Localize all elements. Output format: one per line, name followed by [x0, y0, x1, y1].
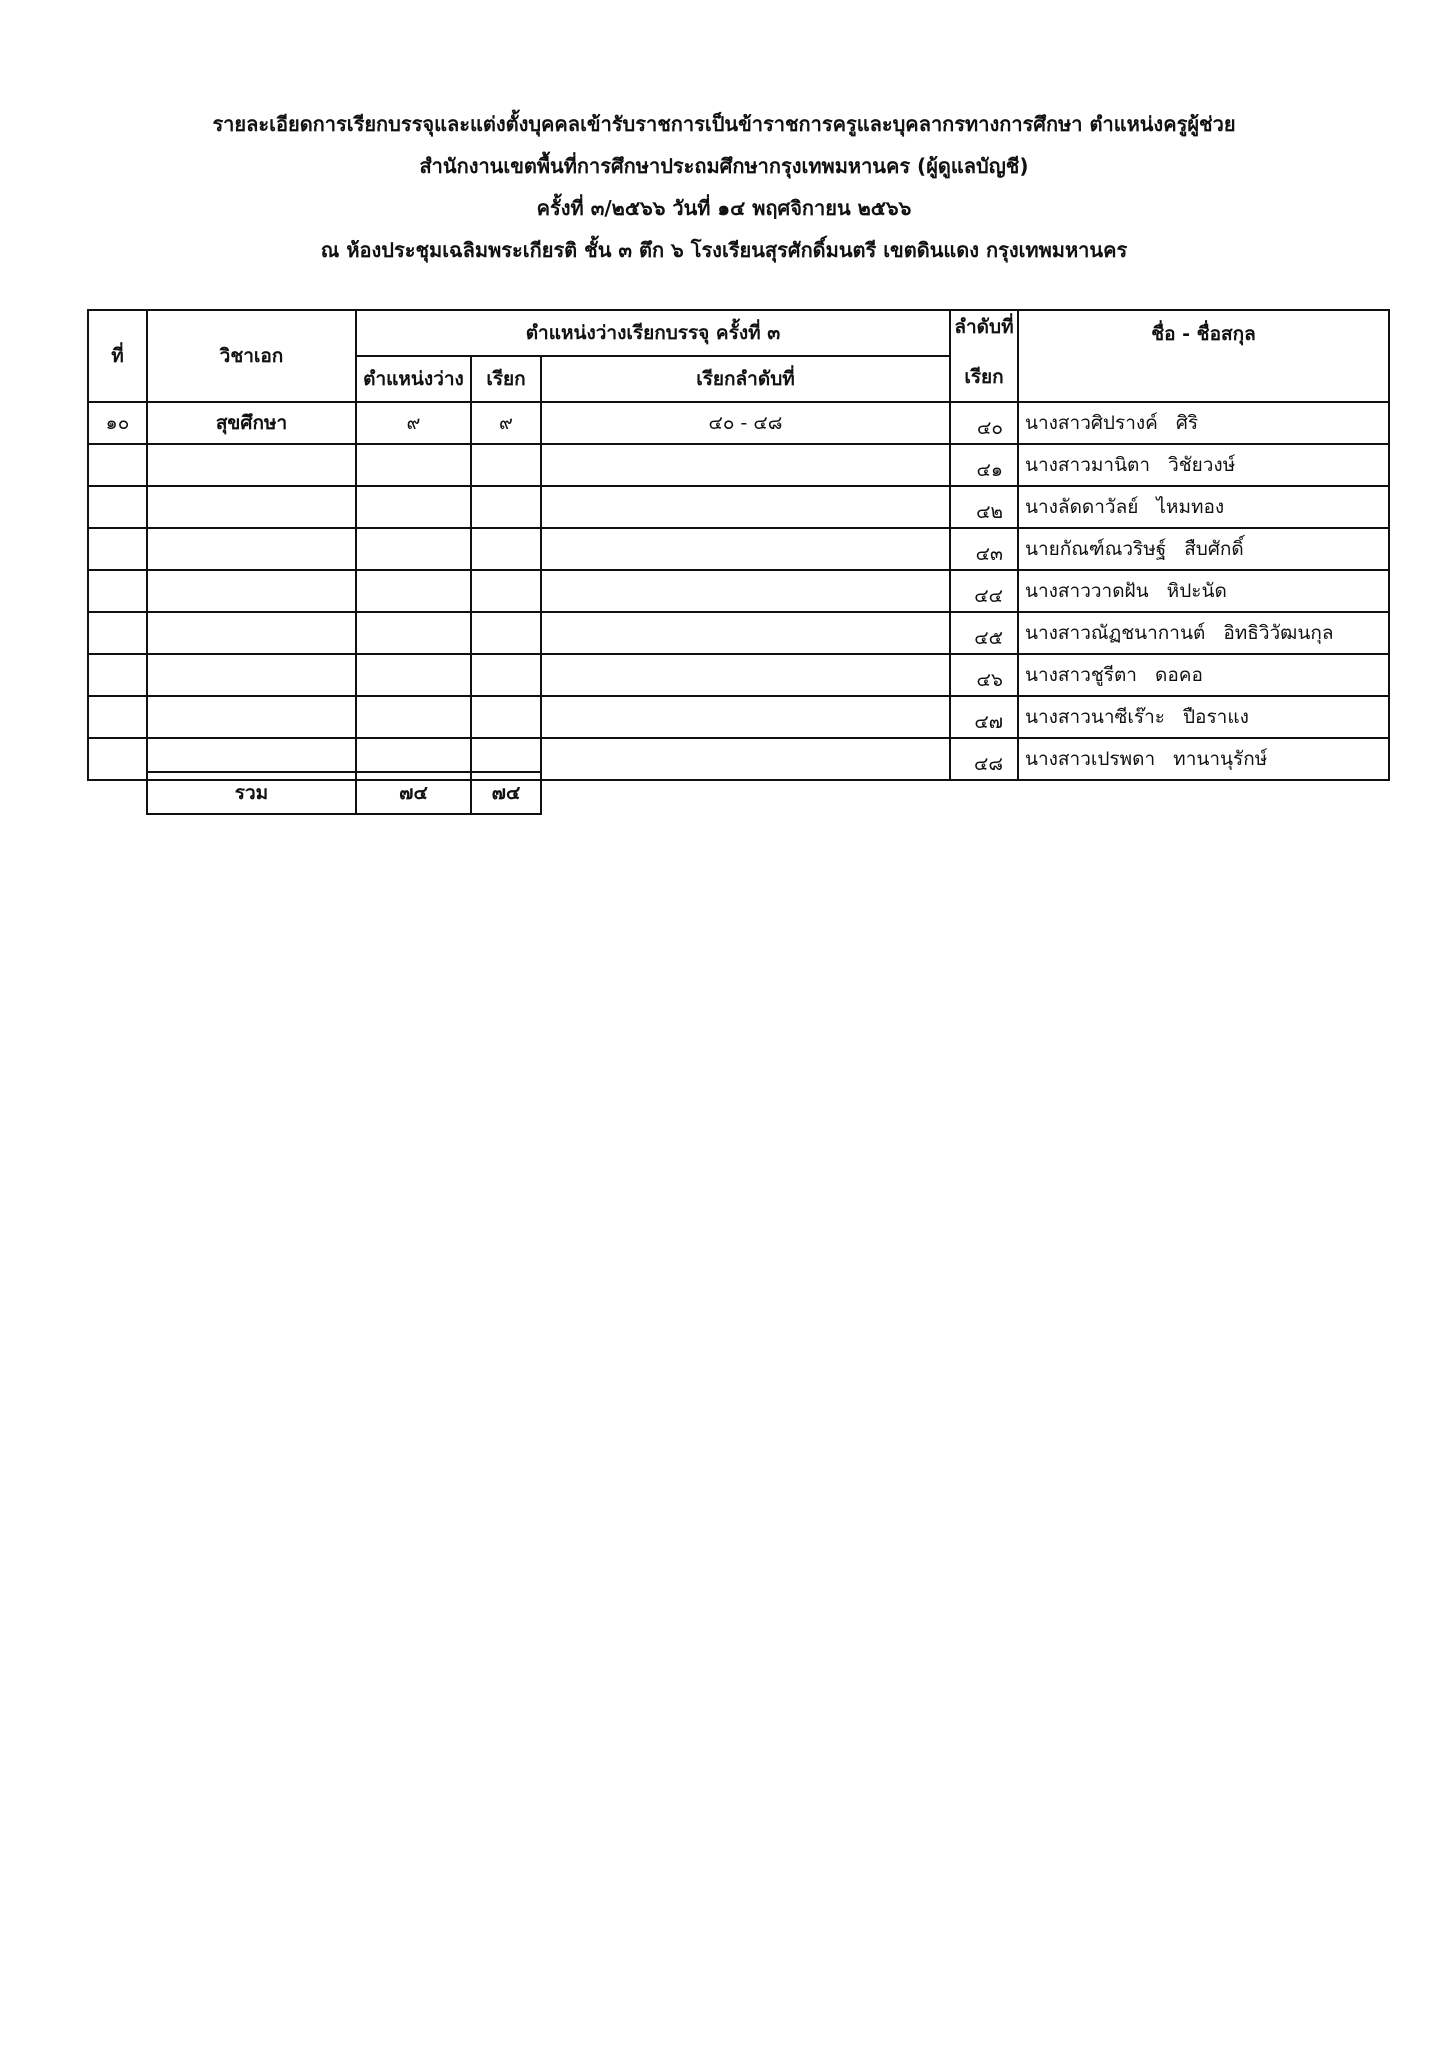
row-call-range	[541, 654, 950, 696]
last-name: ดอคอ	[1154, 664, 1203, 686]
row-subject	[147, 570, 356, 612]
column-header-vacant: ตำแหน่งว่าง	[356, 356, 471, 402]
row-call-range	[541, 696, 950, 738]
row-no	[88, 738, 147, 780]
row-vacant	[356, 654, 471, 696]
row-no	[88, 528, 147, 570]
row-rank: ๔๓	[950, 528, 1018, 570]
table-row	[88, 528, 1389, 570]
row-call-range	[541, 738, 950, 780]
row-call-range	[541, 444, 950, 486]
row-call	[471, 528, 541, 570]
column-header-name: ชื่อ - ชื่อสกุล	[1018, 310, 1389, 402]
row-rank: ๔๘	[950, 738, 1018, 780]
row-call	[471, 444, 541, 486]
first-name: นางสาวศิปรางค์	[1025, 412, 1158, 434]
row-vacant	[356, 486, 471, 528]
table-row	[88, 444, 1389, 486]
row-name	[1018, 738, 1389, 780]
row-name	[1018, 612, 1389, 654]
last-name: สืบศักดิ์	[1184, 538, 1244, 560]
first-name: นางสาวนาซีเร๊าะ	[1025, 706, 1165, 728]
row-vacant	[356, 696, 471, 738]
row-no	[88, 570, 147, 612]
last-name: วิชัยวงษ์	[1168, 454, 1236, 476]
table-row	[88, 696, 1389, 738]
last-name: ปือราแง	[1183, 706, 1249, 728]
last-name: ทานานุรักษ์	[1173, 748, 1268, 770]
row-name	[1018, 486, 1389, 528]
recruitment-table	[87, 309, 1390, 781]
table-row	[88, 486, 1389, 528]
column-header-rank-line1: ลำดับที่	[954, 316, 1014, 338]
row-name	[1018, 444, 1389, 486]
row-subject	[147, 486, 356, 528]
row-name	[1018, 402, 1389, 444]
row-call	[471, 486, 541, 528]
column-header-rank-line2: เรียก	[964, 366, 1004, 388]
row-vacant: ๙	[356, 402, 471, 444]
row-call	[471, 612, 541, 654]
last-name: ไหมทอง	[1156, 496, 1225, 518]
row-rank: ๔๖	[950, 654, 1018, 696]
row-name	[1018, 528, 1389, 570]
row-subject	[147, 654, 356, 696]
row-call-range	[541, 612, 950, 654]
row-call	[471, 696, 541, 738]
column-header-subject: วิชาเอก	[147, 310, 356, 402]
first-name: นางสาววาดฝัน	[1025, 580, 1149, 602]
row-rank: ๔๑	[950, 444, 1018, 486]
row-name	[1018, 696, 1389, 738]
office-name: สำนักงานเขตพื้นที่การศึกษาประถมศึกษากรุงเทพมหานคร (ผู้ดูแลบัญชี)	[419, 154, 1029, 178]
row-subject	[147, 444, 356, 486]
totals-vacant: ๗๔	[356, 772, 471, 814]
row-call	[471, 570, 541, 612]
column-header-call: เรียก	[471, 356, 541, 402]
row-rank: ๔๐	[950, 402, 1018, 444]
row-call-range: ๔๐ - ๔๘	[541, 402, 950, 444]
row-no	[88, 612, 147, 654]
column-header-call-range: เรียกลำดับที่	[541, 356, 950, 402]
row-vacant	[356, 612, 471, 654]
row-no	[88, 654, 147, 696]
row-rank: ๔๗	[950, 696, 1018, 738]
row-subject: สุขศึกษา	[147, 402, 356, 444]
first-name: นางสาวมานิตา	[1025, 454, 1151, 476]
table-row	[88, 402, 1389, 444]
table-row	[88, 612, 1389, 654]
table-row	[88, 654, 1389, 696]
row-subject	[147, 528, 356, 570]
totals-call: ๗๔	[471, 772, 541, 814]
row-rank: ๔๒	[950, 486, 1018, 528]
row-call-range	[541, 570, 950, 612]
row-subject	[147, 612, 356, 654]
row-no	[88, 444, 147, 486]
totals-label: รวม	[147, 772, 356, 814]
row-call-range	[541, 486, 950, 528]
document-title: รายละเอียดการเรียกบรรจุและแต่งตั้งบุคคลเข้ารับราชการเป็นข้าราชการครูและบุคลากรทางการศึกษา ตำแหน่งครูผู้ช่วย	[212, 112, 1236, 136]
row-vacant	[356, 444, 471, 486]
row-subject	[147, 696, 356, 738]
first-name: นายกัณฑ์ณวริษฐ์	[1025, 538, 1167, 560]
row-name	[1018, 570, 1389, 612]
last-name: หิปะนัด	[1166, 580, 1227, 602]
last-name: ศิริ	[1175, 412, 1199, 434]
row-no: ๑๐	[88, 402, 147, 444]
first-name: นางสาวชูรีตา	[1025, 664, 1137, 686]
row-no	[88, 486, 147, 528]
row-rank: ๔๕	[950, 612, 1018, 654]
row-rank: ๔๔	[950, 570, 1018, 612]
last-name: อิทธิวิวัฒนกุล	[1223, 622, 1334, 644]
row-call-range	[541, 528, 950, 570]
totals-table	[146, 771, 542, 815]
row-vacant	[356, 528, 471, 570]
table-row	[88, 570, 1389, 612]
row-name	[1018, 654, 1389, 696]
column-header-vacancy-group: ตำแหน่งว่างเรียกบรรจุ ครั้งที่ ๓	[356, 310, 950, 356]
column-header-rank	[950, 310, 1018, 402]
row-call	[471, 654, 541, 696]
totals-row	[147, 772, 541, 814]
row-vacant	[356, 570, 471, 612]
first-name: นางลัดดาวัลย์	[1025, 496, 1139, 518]
first-name: นางสาวณัฏชนากานต์	[1025, 622, 1206, 644]
column-header-no: ที่	[88, 310, 147, 402]
session-date: ครั้งที่ ๓/๒๕๖๖ วันที่ ๑๔ พฤศจิกายน ๒๕๖๖	[536, 196, 912, 220]
first-name: นางสาวเปรพดา	[1025, 748, 1156, 770]
row-no	[88, 696, 147, 738]
meeting-venue: ณ ห้องประชุมเฉลิมพระเกียรติ ชั้น ๓ ตึก ๖ โรงเรียนสุรศักดิ์มนตรี เขตดินแดง กรุงเทพมหานคร	[320, 238, 1128, 262]
row-call: ๙	[471, 402, 541, 444]
